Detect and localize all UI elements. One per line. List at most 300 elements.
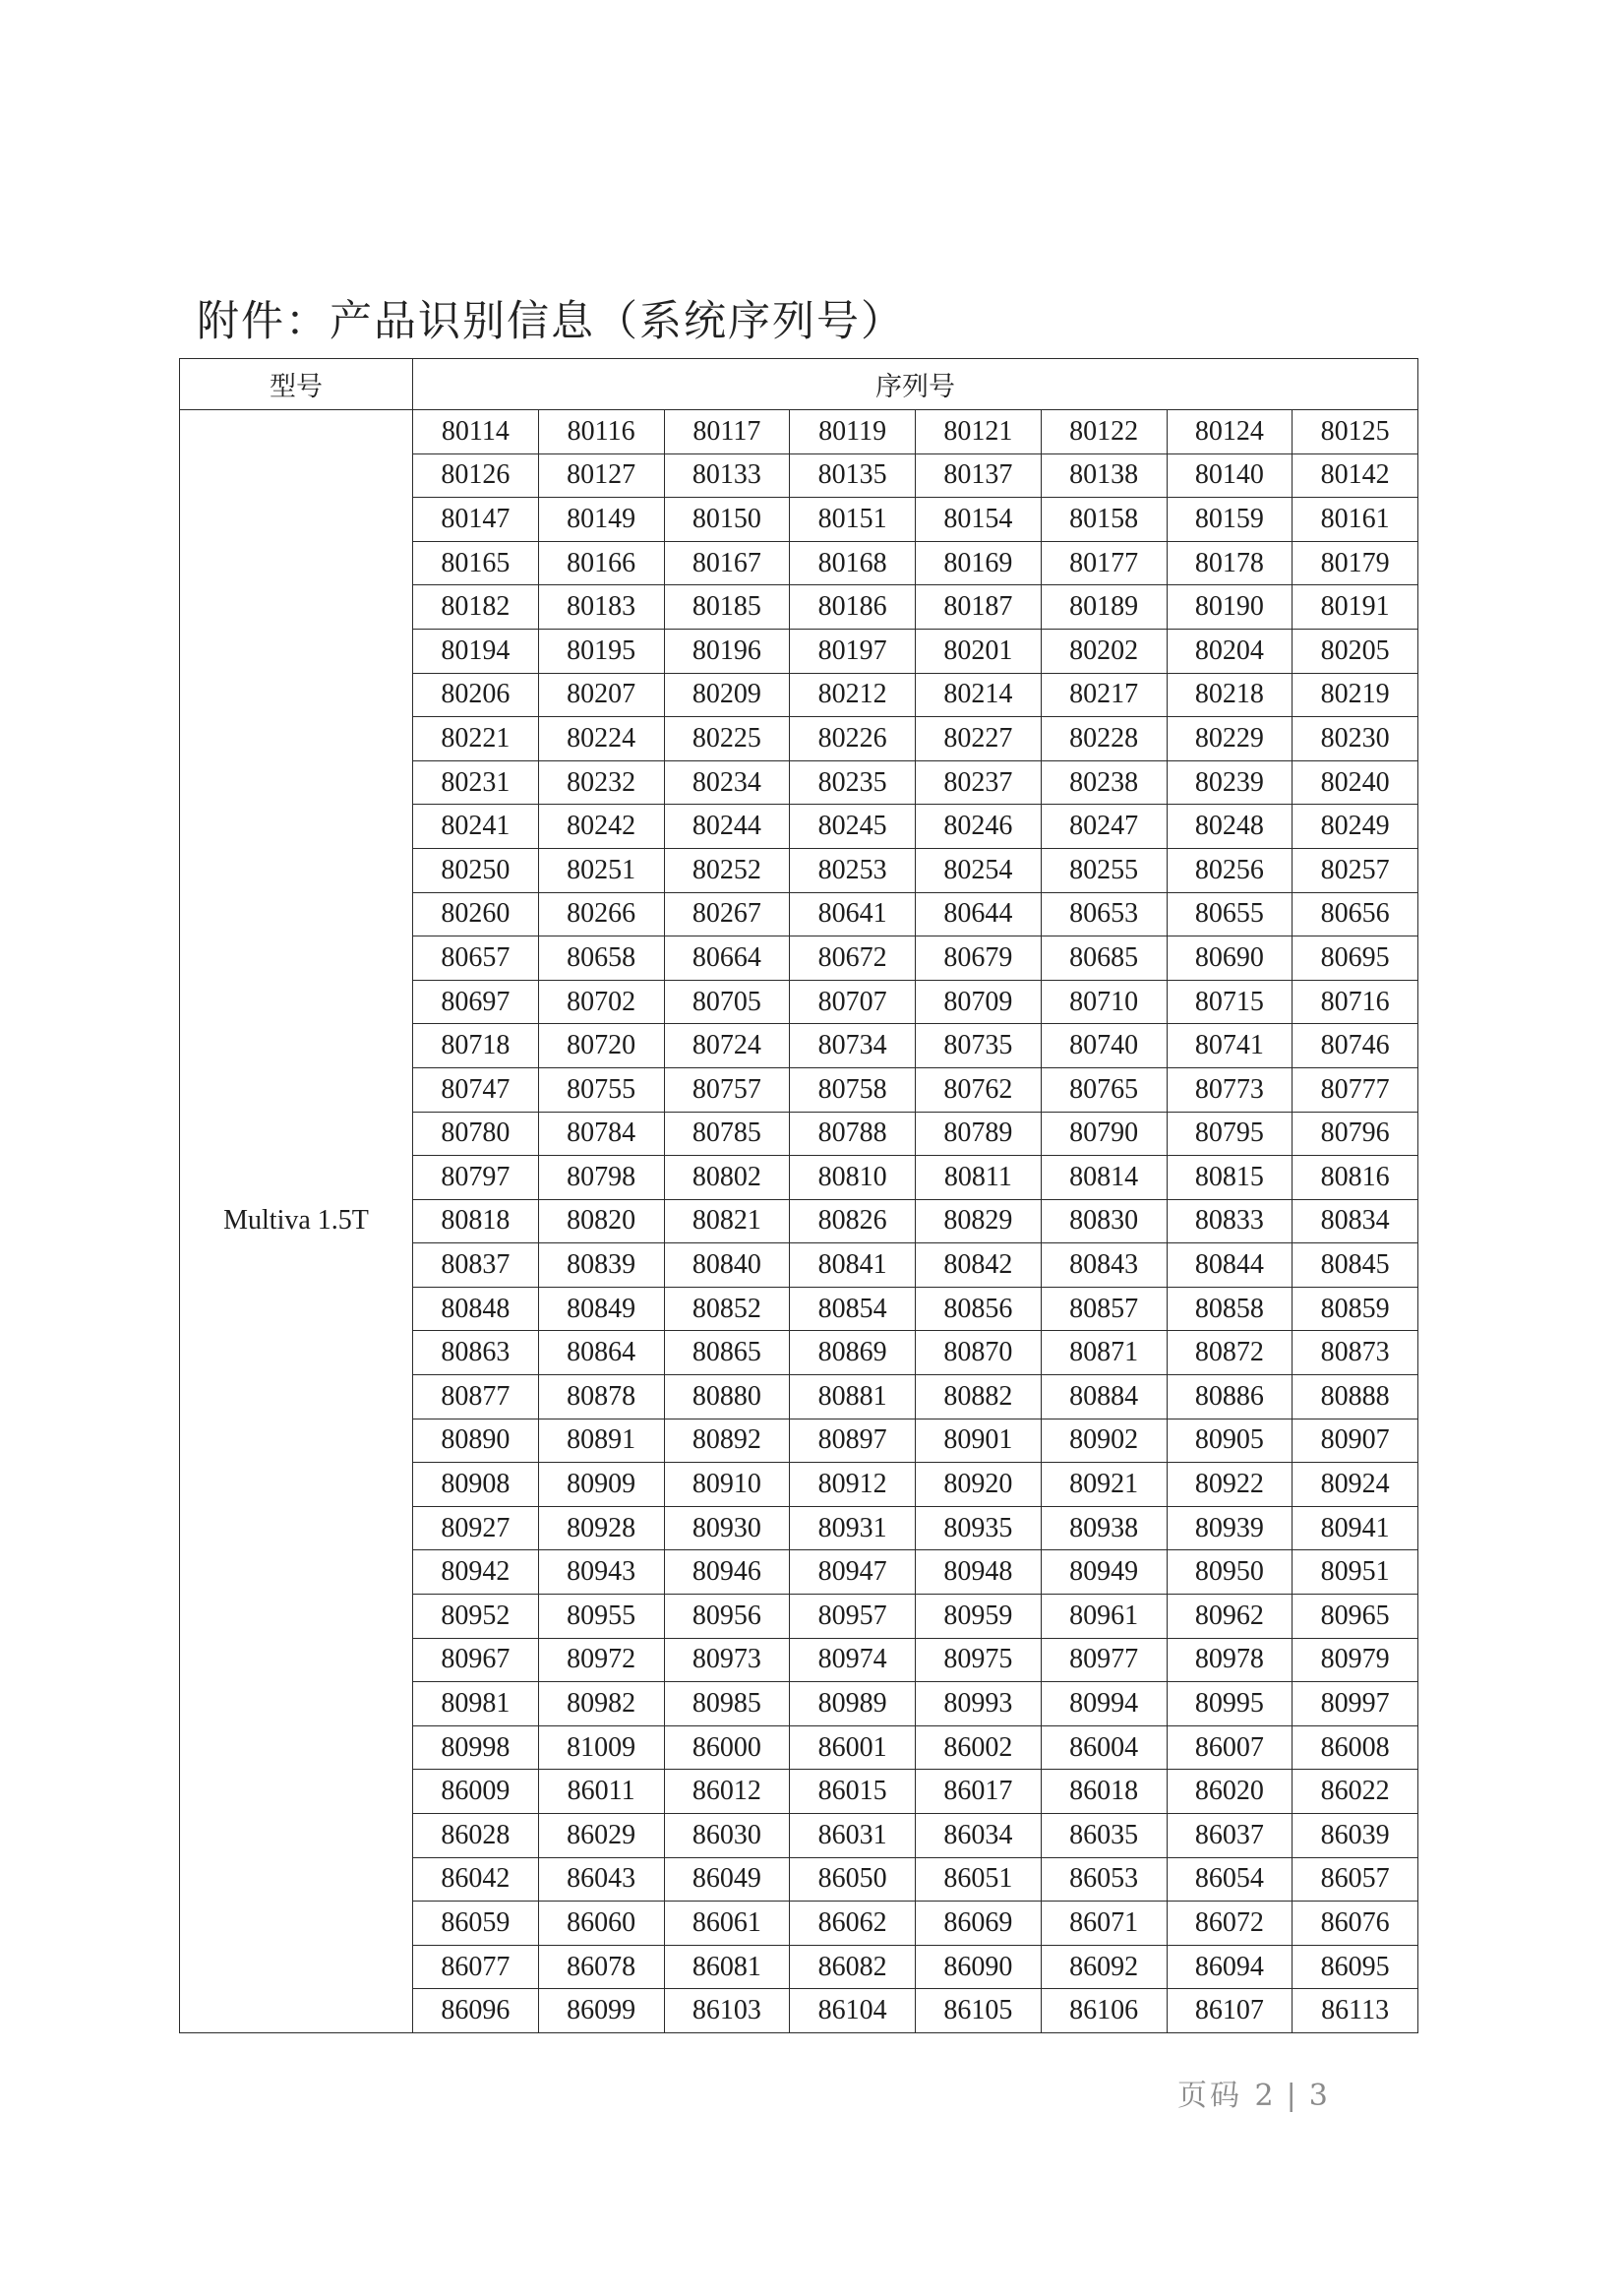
serial-number-cell: 80790 <box>1041 1112 1167 1156</box>
serial-number-cell: 80154 <box>916 498 1042 542</box>
serial-number-cell: 80949 <box>1041 1550 1167 1595</box>
serial-number-cell: 80965 <box>1293 1595 1418 1639</box>
serial-number-cell: 86009 <box>413 1770 539 1814</box>
serial-number-cell: 80695 <box>1293 936 1418 981</box>
serial-number-cell: 80133 <box>664 453 790 498</box>
serial-number-cell: 80974 <box>790 1638 916 1682</box>
serial-number-cell: 86095 <box>1293 1945 1418 1989</box>
header-serial-number: 序列号 <box>413 359 1418 410</box>
serial-number-cell: 80655 <box>1167 892 1293 936</box>
serial-number-cell: 86069 <box>916 1902 1042 1946</box>
serial-number-cell: 80857 <box>1041 1287 1167 1331</box>
serial-number-cell: 86034 <box>916 1814 1042 1858</box>
serial-number-cell: 80959 <box>916 1595 1042 1639</box>
serial-number-cell: 80884 <box>1041 1375 1167 1419</box>
serial-number-cell: 80955 <box>538 1595 664 1639</box>
serial-number-cell: 86000 <box>664 1725 790 1770</box>
serial-number-cell: 80702 <box>538 980 664 1024</box>
serial-number-cell: 80902 <box>1041 1419 1167 1463</box>
serial-number-cell: 80943 <box>538 1550 664 1595</box>
serial-number-cell: 80228 <box>1041 717 1167 761</box>
serial-number-cell: 86077 <box>413 1945 539 1989</box>
serial-number-cell: 80244 <box>664 805 790 849</box>
serial-number-cell: 80127 <box>538 453 664 498</box>
serial-number-cell: 80237 <box>916 760 1042 805</box>
serial-number-cell: 80165 <box>413 541 539 585</box>
serial-number-cell: 80718 <box>413 1024 539 1068</box>
serial-number-cell: 80815 <box>1167 1156 1293 1200</box>
serial-number-cell: 80942 <box>413 1550 539 1595</box>
serial-number-cell: 80826 <box>790 1199 916 1243</box>
serial-number-cell: 80920 <box>916 1463 1042 1507</box>
serial-number-cell: 80217 <box>1041 673 1167 717</box>
serial-number-cell: 80788 <box>790 1112 916 1156</box>
serial-number-cell: 80994 <box>1041 1682 1167 1726</box>
serial-number-cell: 80116 <box>538 410 664 454</box>
serial-number-cell: 80734 <box>790 1024 916 1068</box>
serial-number-cell: 86104 <box>790 1989 916 2033</box>
serial-number-cell: 80821 <box>664 1199 790 1243</box>
serial-number-cell: 80187 <box>916 585 1042 630</box>
serial-number-cell: 86043 <box>538 1857 664 1902</box>
page-separator: | <box>1286 2079 1299 2113</box>
serial-number-cell: 80957 <box>790 1595 916 1639</box>
model-cell: Multiva 1.5T <box>180 410 413 2033</box>
serial-number-cell: 86082 <box>790 1945 916 1989</box>
serial-number-cell: 80878 <box>538 1375 664 1419</box>
serial-number-cell: 80161 <box>1293 498 1418 542</box>
page-current: 2 <box>1254 2079 1277 2113</box>
serial-number-cell: 80798 <box>538 1156 664 1200</box>
serial-number-cell: 80796 <box>1293 1112 1418 1156</box>
serial-number-cell: 80232 <box>538 760 664 805</box>
document-title: 附件：产品识别信息（系统序列号） <box>197 297 905 346</box>
serial-number-cell: 80186 <box>790 585 916 630</box>
serial-number-cell: 80253 <box>790 848 916 892</box>
serial-number-cell: 80921 <box>1041 1463 1167 1507</box>
serial-number-cell: 80229 <box>1167 717 1293 761</box>
serial-number-cell: 80248 <box>1167 805 1293 849</box>
serial-number-cell: 80121 <box>916 410 1042 454</box>
serial-number-cell: 86012 <box>664 1770 790 1814</box>
serial-number-cell: 80993 <box>916 1682 1042 1726</box>
serial-number-cell: 80909 <box>538 1463 664 1507</box>
serial-number-cell: 80190 <box>1167 585 1293 630</box>
serial-number-cell: 80219 <box>1293 673 1418 717</box>
serial-number-cell: 80912 <box>790 1463 916 1507</box>
serial-number-cell: 80891 <box>538 1419 664 1463</box>
serial-number-cell: 86094 <box>1167 1945 1293 1989</box>
serial-number-cell: 86018 <box>1041 1770 1167 1814</box>
serial-number-cell: 80950 <box>1167 1550 1293 1595</box>
serial-number-cell: 80657 <box>413 936 539 981</box>
serial-number-cell: 80892 <box>664 1419 790 1463</box>
serial-number-cell: 80119 <box>790 410 916 454</box>
serial-number-cell: 86031 <box>790 1814 916 1858</box>
serial-number-cell: 80266 <box>538 892 664 936</box>
serial-number-cell: 80251 <box>538 848 664 892</box>
serial-number-cell: 80218 <box>1167 673 1293 717</box>
serial-number-cell: 80931 <box>790 1506 916 1550</box>
serial-number-cell: 80724 <box>664 1024 790 1068</box>
serial-number-cell: 80197 <box>790 629 916 673</box>
serial-number-cell: 80997 <box>1293 1682 1418 1726</box>
serial-number-cell: 80845 <box>1293 1243 1418 1288</box>
serial-number-cell: 80653 <box>1041 892 1167 936</box>
serial-number-cell: 80204 <box>1167 629 1293 673</box>
serial-number-cell: 80773 <box>1167 1067 1293 1112</box>
serial-number-cell: 80816 <box>1293 1156 1418 1200</box>
serial-number-cell: 80182 <box>413 585 539 630</box>
serial-number-cell: 86092 <box>1041 1945 1167 1989</box>
serial-number-cell: 80168 <box>790 541 916 585</box>
serial-number-cell: 80169 <box>916 541 1042 585</box>
serial-number-cell: 80267 <box>664 892 790 936</box>
serial-number-cell: 80833 <box>1167 1199 1293 1243</box>
serial-number-cell: 86049 <box>664 1857 790 1902</box>
serial-number-cell: 86017 <box>916 1770 1042 1814</box>
serial-number-cell: 80854 <box>790 1287 916 1331</box>
serial-number-cell: 80871 <box>1041 1331 1167 1375</box>
serial-number-cell: 80202 <box>1041 629 1167 673</box>
serial-number-cell: 80910 <box>664 1463 790 1507</box>
serial-number-cell: 80844 <box>1167 1243 1293 1288</box>
serial-number-cell: 80758 <box>790 1067 916 1112</box>
serial-number-cell: 80785 <box>664 1112 790 1156</box>
serial-number-cell: 80935 <box>916 1506 1042 1550</box>
serial-number-cell: 80870 <box>916 1331 1042 1375</box>
serial-number-cell: 80784 <box>538 1112 664 1156</box>
serial-number-cell: 80755 <box>538 1067 664 1112</box>
serial-number-cell: 80209 <box>664 673 790 717</box>
serial-number-cell: 80820 <box>538 1199 664 1243</box>
serial-number-cell: 80886 <box>1167 1375 1293 1419</box>
serial-number-cell: 80710 <box>1041 980 1167 1024</box>
serial-number-cell: 80741 <box>1167 1024 1293 1068</box>
serial-number-cell: 86029 <box>538 1814 664 1858</box>
serial-number-cell: 86059 <box>413 1902 539 1946</box>
serial-number-cell: 80927 <box>413 1506 539 1550</box>
serial-number-cell: 80715 <box>1167 980 1293 1024</box>
serial-number-cell: 80224 <box>538 717 664 761</box>
serial-number-cell: 80149 <box>538 498 664 542</box>
serial-number-cell: 80757 <box>664 1067 790 1112</box>
serial-number-cell: 80124 <box>1167 410 1293 454</box>
serial-number-cell: 80979 <box>1293 1638 1418 1682</box>
serial-number-cell: 80246 <box>916 805 1042 849</box>
serial-number-cell: 86054 <box>1167 1857 1293 1902</box>
serial-number-cell: 80837 <box>413 1243 539 1288</box>
serial-number-cell: 80839 <box>538 1243 664 1288</box>
serial-number-cell: 80166 <box>538 541 664 585</box>
serial-number-cell: 81009 <box>538 1725 664 1770</box>
serial-number-cell: 86050 <box>790 1857 916 1902</box>
serial-number-cell: 80679 <box>916 936 1042 981</box>
serial-number-cell: 80746 <box>1293 1024 1418 1068</box>
serial-number-cell: 86042 <box>413 1857 539 1902</box>
serial-number-cell: 86105 <box>916 1989 1042 2033</box>
serial-number-cell: 80890 <box>413 1419 539 1463</box>
serial-number-cell: 80840 <box>664 1243 790 1288</box>
serial-number-cell: 86053 <box>1041 1857 1167 1902</box>
serial-number-cell: 86106 <box>1041 1989 1167 2033</box>
serial-number-cell: 80864 <box>538 1331 664 1375</box>
serial-number-cell: 80250 <box>413 848 539 892</box>
serial-number-cell: 80951 <box>1293 1550 1418 1595</box>
serial-number-cell: 80705 <box>664 980 790 1024</box>
serial-number-cell: 80962 <box>1167 1595 1293 1639</box>
header-model: 型号 <box>180 359 413 410</box>
serial-number-cell: 80241 <box>413 805 539 849</box>
serial-number-cell: 80226 <box>790 717 916 761</box>
serial-number-cell: 86011 <box>538 1770 664 1814</box>
serial-number-cell: 80947 <box>790 1550 916 1595</box>
serial-number-cell: 80975 <box>916 1638 1042 1682</box>
serial-number-cell: 86039 <box>1293 1814 1418 1858</box>
serial-number-cell: 80641 <box>790 892 916 936</box>
serial-number-cell: 80195 <box>538 629 664 673</box>
serial-number-cell: 80227 <box>916 717 1042 761</box>
serial-number-cell: 80877 <box>413 1375 539 1419</box>
serial-number-cell: 80908 <box>413 1463 539 1507</box>
serial-number-cell: 80135 <box>790 453 916 498</box>
page-total: 3 <box>1308 2079 1331 2113</box>
serial-number-cell: 80234 <box>664 760 790 805</box>
serial-number-cell: 80138 <box>1041 453 1167 498</box>
table-body <box>180 410 1418 2033</box>
serial-number-cell: 80716 <box>1293 980 1418 1024</box>
serial-number-cell: 86001 <box>790 1725 916 1770</box>
serial-number-cell: 80158 <box>1041 498 1167 542</box>
serial-number-cell: 80735 <box>916 1024 1042 1068</box>
serial-number-cell: 86096 <box>413 1989 539 2033</box>
serial-number-cell: 86107 <box>1167 1989 1293 2033</box>
serial-number-cell: 80834 <box>1293 1199 1418 1243</box>
serial-number-cell: 80939 <box>1167 1506 1293 1550</box>
serial-number-cell: 86076 <box>1293 1902 1418 1946</box>
serial-number-cell: 80905 <box>1167 1419 1293 1463</box>
table-row <box>180 410 1418 454</box>
serial-number-cell: 80985 <box>664 1682 790 1726</box>
serial-number-cell: 86004 <box>1041 1725 1167 1770</box>
serial-number-cell: 86008 <box>1293 1725 1418 1770</box>
serial-number-cell: 86113 <box>1293 1989 1418 2033</box>
serial-number-cell: 86071 <box>1041 1902 1167 1946</box>
serial-number-cell: 80194 <box>413 629 539 673</box>
serial-number-cell: 80740 <box>1041 1024 1167 1068</box>
serial-number-cell: 80967 <box>413 1638 539 1682</box>
serial-number-cell: 80981 <box>413 1682 539 1726</box>
serial-number-cell: 80707 <box>790 980 916 1024</box>
serial-number-cell: 80214 <box>916 673 1042 717</box>
table-header-row <box>180 359 1418 410</box>
serial-number-cell: 80930 <box>664 1506 790 1550</box>
serial-number-cell: 80126 <box>413 453 539 498</box>
serial-number-cell: 80952 <box>413 1595 539 1639</box>
serial-number-cell: 80247 <box>1041 805 1167 849</box>
serial-number-cell: 80882 <box>916 1375 1042 1419</box>
serial-number-cell: 80245 <box>790 805 916 849</box>
serial-number-cell: 80709 <box>916 980 1042 1024</box>
serial-number-cell: 80183 <box>538 585 664 630</box>
serial-number-cell: 80972 <box>538 1638 664 1682</box>
serial-number-cell: 80977 <box>1041 1638 1167 1682</box>
serial-number-cell: 80872 <box>1167 1331 1293 1375</box>
serial-number-cell: 80829 <box>916 1199 1042 1243</box>
serial-number-cell: 80814 <box>1041 1156 1167 1200</box>
serial-number-cell: 80179 <box>1293 541 1418 585</box>
serial-number-cell: 80672 <box>790 936 916 981</box>
serial-number-cell: 80956 <box>664 1595 790 1639</box>
serial-number-cell: 80690 <box>1167 936 1293 981</box>
serial-number-cell: 80207 <box>538 673 664 717</box>
serial-number-cell: 80858 <box>1167 1287 1293 1331</box>
serial-number-cell: 80255 <box>1041 848 1167 892</box>
page-label: 页码 <box>1177 2079 1242 2113</box>
serial-number-cell: 80114 <box>413 410 539 454</box>
serial-number-cell: 80797 <box>413 1156 539 1200</box>
serial-number-cell: 80644 <box>916 892 1042 936</box>
serial-number-cell: 80256 <box>1167 848 1293 892</box>
serial-number-cell: 80818 <box>413 1199 539 1243</box>
serial-number-cell: 80888 <box>1293 1375 1418 1419</box>
serial-number-cell: 80147 <box>413 498 539 542</box>
serial-number-cell: 80240 <box>1293 760 1418 805</box>
serial-number-cell: 80897 <box>790 1419 916 1463</box>
serial-number-cell: 80238 <box>1041 760 1167 805</box>
serial-number-cell: 80810 <box>790 1156 916 1200</box>
serial-number-cell: 80177 <box>1041 541 1167 585</box>
serial-number-cell: 80252 <box>664 848 790 892</box>
serial-number-cell: 80881 <box>790 1375 916 1419</box>
serial-number-cell: 86037 <box>1167 1814 1293 1858</box>
serial-number-cell: 80221 <box>413 717 539 761</box>
serial-number-cell: 80780 <box>413 1112 539 1156</box>
serial-number-cell: 80907 <box>1293 1419 1418 1463</box>
serial-number-cell: 80167 <box>664 541 790 585</box>
serial-number-cell: 80150 <box>664 498 790 542</box>
serial-number-cell: 80191 <box>1293 585 1418 630</box>
serial-number-cell: 80852 <box>664 1287 790 1331</box>
serial-number-cell: 80747 <box>413 1067 539 1112</box>
serial-number-cell: 80989 <box>790 1682 916 1726</box>
serial-number-cell: 80159 <box>1167 498 1293 542</box>
serial-number-cell: 80995 <box>1167 1682 1293 1726</box>
serial-number-cell: 80941 <box>1293 1506 1418 1550</box>
serial-number-cell: 80185 <box>664 585 790 630</box>
serial-number-cell: 86099 <box>538 1989 664 2033</box>
serial-number-cell: 86061 <box>664 1902 790 1946</box>
serial-number-cell: 80658 <box>538 936 664 981</box>
serial-number-cell: 80254 <box>916 848 1042 892</box>
serial-number-cell: 80924 <box>1293 1463 1418 1507</box>
serial-number-cell: 80239 <box>1167 760 1293 805</box>
serial-number-cell: 80664 <box>664 936 790 981</box>
serial-number-cell: 80859 <box>1293 1287 1418 1331</box>
page-number <box>1177 2071 1331 2114</box>
serial-number-cell: 80802 <box>664 1156 790 1200</box>
serial-number-cell: 80982 <box>538 1682 664 1726</box>
serial-number-cell: 80865 <box>664 1331 790 1375</box>
serial-number-table <box>179 358 1418 2033</box>
serial-number-cell: 80235 <box>790 760 916 805</box>
serial-number-cell: 80178 <box>1167 541 1293 585</box>
serial-number-cell: 80196 <box>664 629 790 673</box>
serial-number-cell: 80230 <box>1293 717 1418 761</box>
serial-number-cell: 80762 <box>916 1067 1042 1112</box>
serial-number-cell: 80922 <box>1167 1463 1293 1507</box>
serial-number-cell: 86051 <box>916 1857 1042 1902</box>
serial-number-cell: 80140 <box>1167 453 1293 498</box>
serial-number-cell: 80122 <box>1041 410 1167 454</box>
serial-number-cell: 80842 <box>916 1243 1042 1288</box>
serial-number-cell: 86002 <box>916 1725 1042 1770</box>
serial-number-cell: 86103 <box>664 1989 790 2033</box>
serial-number-cell: 80848 <box>413 1287 539 1331</box>
serial-number-cell: 80656 <box>1293 892 1418 936</box>
serial-number-cell: 80841 <box>790 1243 916 1288</box>
serial-number-cell: 86072 <box>1167 1902 1293 1946</box>
serial-number-cell: 80205 <box>1293 629 1418 673</box>
serial-number-cell: 80206 <box>413 673 539 717</box>
serial-number-cell: 80212 <box>790 673 916 717</box>
serial-number-cell: 86078 <box>538 1945 664 1989</box>
serial-number-cell: 80260 <box>413 892 539 936</box>
serial-number-cell: 86057 <box>1293 1857 1418 1902</box>
serial-number-cell: 80697 <box>413 980 539 1024</box>
serial-number-cell: 80946 <box>664 1550 790 1595</box>
serial-number-cell: 80249 <box>1293 805 1418 849</box>
serial-number-cell: 86081 <box>664 1945 790 1989</box>
serial-number-cell: 80880 <box>664 1375 790 1419</box>
serial-number-cell: 80948 <box>916 1550 1042 1595</box>
serial-number-cell: 80901 <box>916 1419 1042 1463</box>
serial-number-cell: 80978 <box>1167 1638 1293 1682</box>
serial-number-cell: 86035 <box>1041 1814 1167 1858</box>
serial-number-cell: 80151 <box>790 498 916 542</box>
serial-number-cell: 80201 <box>916 629 1042 673</box>
serial-number-cell: 80811 <box>916 1156 1042 1200</box>
serial-number-cell: 80830 <box>1041 1199 1167 1243</box>
serial-number-cell: 86007 <box>1167 1725 1293 1770</box>
serial-number-cell: 86022 <box>1293 1770 1418 1814</box>
serial-number-cell: 80928 <box>538 1506 664 1550</box>
serial-number-cell: 80795 <box>1167 1112 1293 1156</box>
serial-number-cell: 80973 <box>664 1638 790 1682</box>
serial-number-cell: 80938 <box>1041 1506 1167 1550</box>
serial-number-cell: 80873 <box>1293 1331 1418 1375</box>
serial-number-cell: 86090 <box>916 1945 1042 1989</box>
serial-number-cell: 86062 <box>790 1902 916 1946</box>
serial-number-cell: 80125 <box>1293 410 1418 454</box>
serial-number-cell: 80257 <box>1293 848 1418 892</box>
serial-number-cell: 86015 <box>790 1770 916 1814</box>
serial-number-cell: 80231 <box>413 760 539 805</box>
serial-number-cell: 80777 <box>1293 1067 1418 1112</box>
serial-number-cell: 80863 <box>413 1331 539 1375</box>
serial-number-cell: 80765 <box>1041 1067 1167 1112</box>
serial-number-cell: 80142 <box>1293 453 1418 498</box>
serial-number-cell: 80998 <box>413 1725 539 1770</box>
serial-number-cell: 86030 <box>664 1814 790 1858</box>
serial-number-cell: 80225 <box>664 717 790 761</box>
serial-number-cell: 80242 <box>538 805 664 849</box>
serial-number-cell: 80789 <box>916 1112 1042 1156</box>
serial-number-cell: 86020 <box>1167 1770 1293 1814</box>
serial-number-cell: 80137 <box>916 453 1042 498</box>
serial-number-cell: 80856 <box>916 1287 1042 1331</box>
serial-number-cell: 80849 <box>538 1287 664 1331</box>
